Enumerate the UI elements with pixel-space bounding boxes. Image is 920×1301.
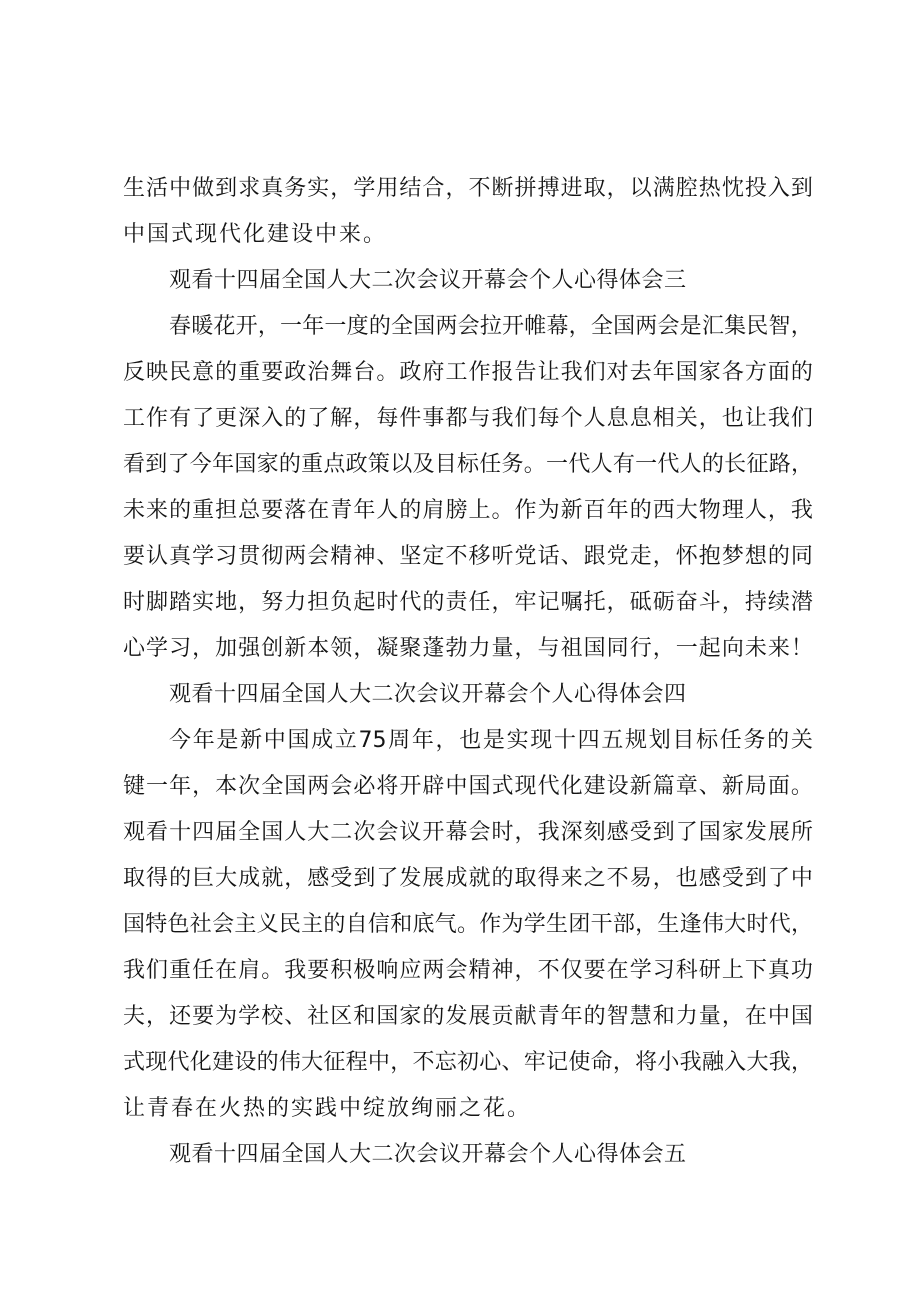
text-line: 要 认 真 学 习 贯 彻 两 会 精 神 、 坚 定 不 移 听 党 话 、 跟 党 走 ， 怀 抱 梦 想 的 同 xyxy=(123,544,813,569)
section-heading: 观看十四届全国人大二次会议开幕会个人心得体会三 xyxy=(169,268,687,293)
text-line: 观 看 十 四 届 全 国 人 大 二 次 会 议 开 幕 会 时 ， 我 深 刻 感 受 到 了 国 家 发 展 所 xyxy=(123,820,813,845)
text-line: 键 一 年 ， 本 次 全 国 两 会 必 将 开 辟 中 国 式 现 代 化 建 设 新 篇 章 、 新 局 面 。 xyxy=(123,774,813,799)
text-line: 反 映 民 意 的 重 要 政 治 舞 台 。 政 府 工 作 报 告 让 我 们 对 去 年 国 家 各 方 面 的 xyxy=(123,360,813,385)
text-line: 取 得 的 巨 大 成 就 ， 感 受 到 了 发 展 成 就 的 取 得 来 之 不 易 ， 也 感 受 到 了 中 xyxy=(123,866,813,891)
section-heading: 观看十四届全国人大二次会议开幕会个人心得体会四 xyxy=(169,682,687,707)
text-line: 我 们 重 任 在 肩 。 我 要 积 极 响 应 两 会 精 神 ， 不 仅 要 在 学 习 科 研 上 下 真 功 xyxy=(123,958,813,983)
text-line: 生 活 中 做 到 求 真 务 实 ， 学 用 结 合 ， 不 断 拼 搏 进 取 ， 以 满 腔 热 忱 投 入 到 xyxy=(123,176,813,201)
text-line: 中国式现代化建设中来。 xyxy=(123,222,388,247)
text-line: 看 到 了 今 年 国 家 的 重 点 政 策 以 及 目 标 任 务 。 一 代 人 有 一 代 人 的 长 征 路 ， xyxy=(123,452,813,477)
text-line: 国 特 色 社 会 主 义 民 主 的 自 信 和 底 气 。 作 为 学 生 团 干 部 ， 生 逢 伟 大 时 代 ， xyxy=(123,912,813,937)
text-line: 工 作 有 了 更 深 入 的 了 解 ， 每 件 事 都 与 我 们 每 个 人 息 息 相 关 ， 也 让 我 们 xyxy=(123,406,813,431)
text-line: 今 年 是 新 中 国 成 立 75 周 年 ， 也 是 实 现 十 四 五 规 划 目 标 任 务 的 关 xyxy=(169,728,813,753)
text-line: 时 脚 踏 实 地 ， 努 力 担 负 起 时 代 的 责 任 ， 牢 记 嘱 托 ， 砥 砺 奋 斗 ， 持 续 潜 xyxy=(123,590,813,615)
section-heading: 观看十四届全国人大二次会议开幕会个人心得体会五 xyxy=(169,1142,687,1167)
text-line: 让青春在火热的实践中绽放绚丽之花。 xyxy=(123,1096,532,1121)
document-body xyxy=(123,166,813,1178)
text-line: 春 暖 花 开 ， 一 年 一 度 的 全 国 两 会 拉 开 帷 幕 ， 全 国 两 会 是 汇 集 民 智 ， xyxy=(169,314,813,339)
text-line: 心 学 习 ， 加 强 创 新 本 领 ， 凝 聚 蓬 勃 力 量 ， 与 祖 国 同 行 ， 一 起 向 未 来 ！ xyxy=(123,636,813,661)
text-line: 夫 ， 还 要 为 学 校 、 社 区 和 国 家 的 发 展 贡 献 青 年 的 智 慧 和 力 量 ， 在 中 国 xyxy=(123,1004,813,1029)
text-line: 式 现 代 化 建 设 的 伟 大 征 程 中 ， 不 忘 初 心 、 牢 记 使 命 ， 将 小 我 融 入 大 我 ， xyxy=(123,1050,813,1075)
text-line: 未 来 的 重 担 总 要 落 在 青 年 人 的 肩 膀 上 。 作 为 新 百 年 的 西 大 物 理 人 ， 我 xyxy=(123,498,813,523)
